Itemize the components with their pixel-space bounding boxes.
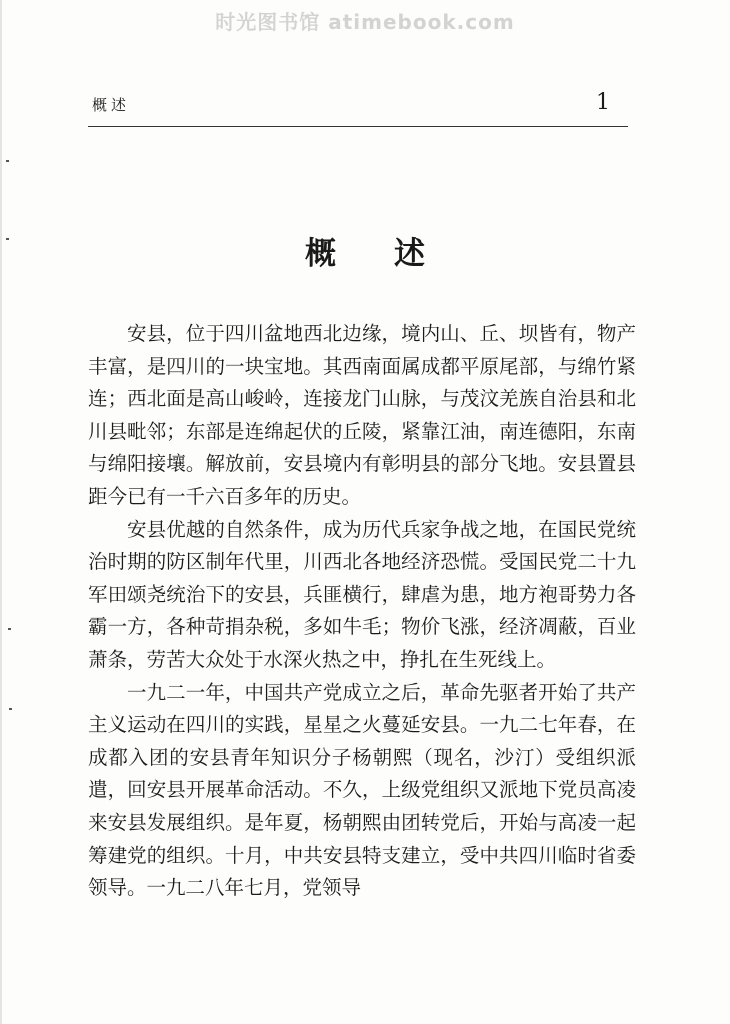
chapter-title: 概述 <box>305 236 483 272</box>
speck <box>6 160 9 162</box>
watermark: 时光图书馆 atimebook.com <box>215 10 515 34</box>
running-head-title: 概述 <box>92 96 131 114</box>
body-text <box>88 318 636 905</box>
speck <box>8 628 11 630</box>
scan-left-edge <box>0 0 2 1024</box>
speck <box>6 238 9 240</box>
speck <box>9 708 12 710</box>
paragraph: 安县，位于四川盆地西北边缘，境内山、丘、坝皆有，物产丰富，是四川的一块宝地。其西南面属成都平原尾部，与绵竹紧连；西北面是高山峻岭，连接龙门山脉，与茂汶羌族自治县和北川县毗邻；东部是连绵起伏的丘陵，紧靠江油，南连德阳，东南与绵阳接壤。解放前，安县境内有彰明县的部分飞地。安县置县距今已有一千六百多年的历史。 <box>88 322 636 508</box>
header-rule <box>88 126 628 127</box>
paragraph: 一九二一年，中国共产党成立之后，革命先驱者开始了共产主义运动在四川的实践，星星之火蔓延安县。一九二七年春，在成都入团的安县青年知识分子杨朝熙（现名，沙汀）受组织派遣，回安县开展革命活动。不久，上级党组织又派地下党员高凌来安县发展组织。是年夏，杨朝熙由团转党后，开始与高凌一起筹建党的组织。十月，中共安县特支建立，受中共四川临时省委领导。一九二八年七月，党领导 <box>88 680 636 900</box>
running-head <box>88 92 628 122</box>
page-number: 1 <box>596 90 610 115</box>
paragraph: 安县优越的自然条件，成为历代兵家争战之地，在国民党统治时期的防区制年代里，川西北各地经济恐慌。受国民党二十九军田颂尧统治下的安县，兵匪横行，肆虐为患，地方袍哥势力各霸一方，各种苛捐杂税，多如牛毛；物价飞涨，经济凋蔽，百业萧条，劳苦大众处于水深火热之中，挣扎在生死线上。 <box>88 517 636 671</box>
